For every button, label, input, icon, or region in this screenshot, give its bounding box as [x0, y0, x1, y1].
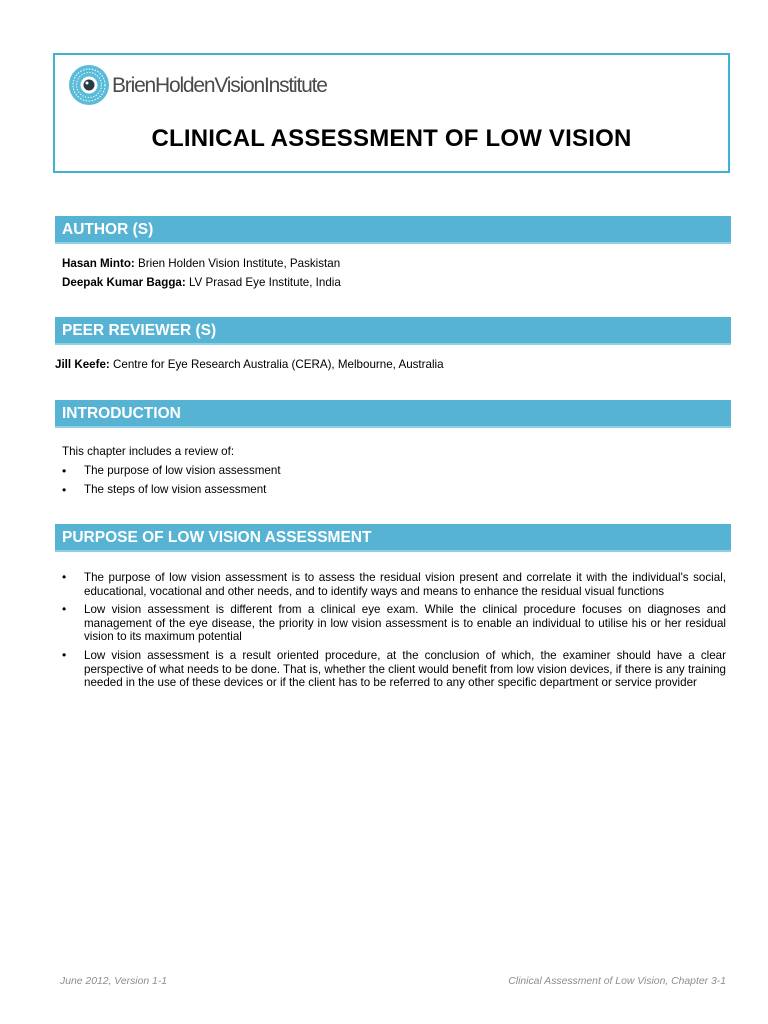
footer-version: June 2012, Version 1-1: [60, 976, 168, 987]
list-item: • Low vision assessment is different from a clinical eye exam. While the clinical procedure focuses on diagnoses and management of the eye disease, the priority in low vision assessment is to enable an individual to utilise his or her residual vision to its maximum potential: [62, 603, 726, 644]
authors-heading: AUTHOR (S): [55, 216, 731, 244]
author-name: Deepak Kumar Bagga:: [62, 276, 186, 289]
purpose-heading: PURPOSE OF LOW VISION ASSESSMENT: [55, 524, 731, 552]
author-affiliation: LV Prasad Eye Institute, India: [185, 276, 341, 289]
list-item: • The purpose of low vision assessment is to assess the residual vision present and correlate it with the individual's social, educational, vocational and other needs, and to identify ways and means to enhance the residual visual functions: [62, 571, 726, 598]
list-item: • Low vision assessment is a result oriented procedure, at the conclusion of which, the examiner should have a clear perspective of what needs to be done. That is, whether the client would benefit from low vision devices, if there is any training needed in the use of these devices or if the client has to be referred to any other specific department or service provider: [62, 649, 726, 690]
header-box: [53, 53, 730, 173]
reviewer-entry: [55, 356, 444, 375]
logo-wordmark: [112, 75, 327, 96]
author-name: Hasan Minto:: [62, 257, 135, 270]
author-affiliation: Brien Holden Vision Institute, Paskistan: [134, 257, 341, 270]
institute-logo: [68, 64, 327, 106]
reviewer-name: Jill Keefe:: [55, 358, 110, 371]
list-item: • The purpose of low vision assessment: [62, 462, 281, 481]
reviewers-heading: PEER REVIEWER (S): [55, 317, 731, 345]
document-title: CLINICAL ASSESSMENT OF LOW VISION: [151, 125, 632, 152]
introduction-list: [62, 462, 281, 499]
footer-chapter: Clinical Assessment of Low Vision, Chapter 3-1: [508, 976, 726, 987]
purpose-list: [62, 571, 726, 695]
eye-logo-icon: [68, 64, 110, 106]
list-item: • The steps of low vision assessment: [62, 481, 281, 500]
logo-wordmark-light: VisionInstitute: [214, 73, 327, 97]
introduction-lead: This chapter includes a review of:: [62, 445, 235, 458]
author-entry: [62, 255, 340, 274]
reviewer-affiliation: Centre for Eye Research Australia (CERA), Melbourne, Australia: [109, 358, 444, 371]
logo-wordmark-bold: BrienHolden: [112, 73, 215, 97]
introduction-heading: INTRODUCTION: [55, 400, 731, 428]
author-entry: [62, 274, 341, 293]
